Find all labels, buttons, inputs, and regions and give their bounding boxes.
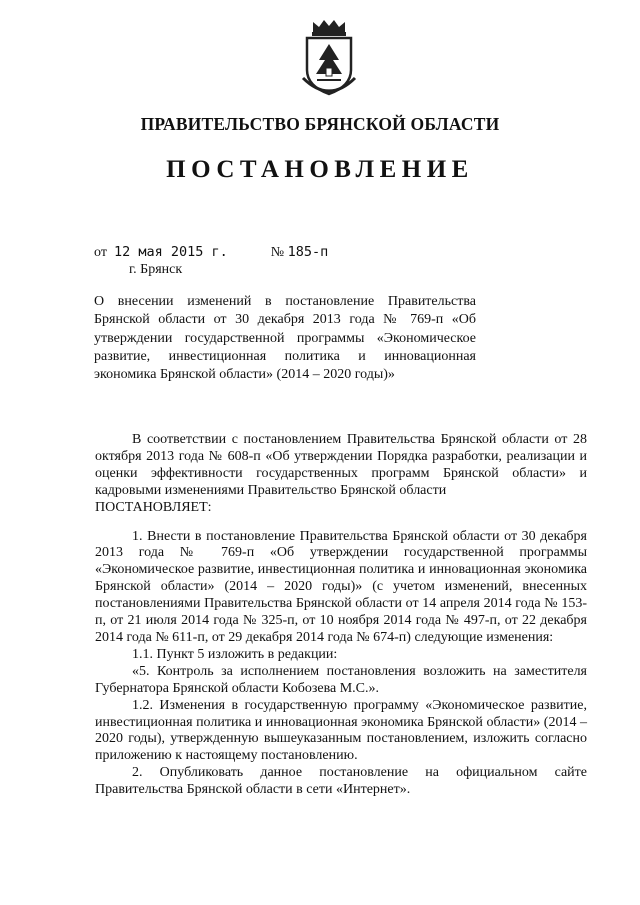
number-prefix: № <box>270 245 285 260</box>
item-1-2: 1.2. Изменения в государственную программу «Экономическое развитие, инвестиционная политика и инновационная экономика Брянской области» (2014 – 2020 годы), утвержденную вышеуказанным постановлением, изложить согласно приложению к настоящему постановлению. <box>95 697 587 764</box>
document-date: 12 мая 2015 г. <box>113 244 228 260</box>
resolves-keyword: ПОСТАНОВЛЯЕТ: <box>95 499 212 515</box>
issuing-authority: ПРАВИТЕЛЬСТВО БРЯНСКОЙ ОБЛАСТИ <box>140 114 500 134</box>
item-1-1-quote: «5. Контроль за исполнением постановления возложить на заместителя Губернатора Брянской области Кобозева М.С.». <box>95 663 587 696</box>
item-1-1: 1.1. Пункт 5 изложить в редакции: <box>132 646 338 662</box>
date-prefix: от <box>94 245 107 260</box>
preamble: В соответствии с постановлением Правительства Брянской области от 28 октября 2013 года № 608-п «Об утверждении Порядка разработки, реализации и оценки эффективности государственных программ Брянской области» и кадровыми изменениями Правительство Брянской области <box>95 432 587 498</box>
document-subject: О внесении изменений в постановление Правительства Брянской области от 30 декабря 2013 года № 769-п «Об утверждении государственной программы «Экономическое развитие, инвестиционная политика и инновационная экономика Брянской области» (2014 – 2020 годы)» <box>94 294 476 383</box>
item-2: 2. Опубликовать данное постановление на официальном сайте Правительства Брянской области в сети «Интернет». <box>95 765 587 798</box>
bryansk-coat-of-arms-icon <box>299 18 359 100</box>
item-1: 1. Внести в постановление Правительства Брянской области от 30 декабря 2013 года № 769-п «Об утверждении государственной программы «Экономическое развитие, инвестиционная политика и инновационная экономика Брянской области» (2014 – 2020 годы)» (с учетом изменений, внесенных постановлениями Правительства Брянской области от 14 апреля 2014 года № 153-п, от 21 июля 2014 года № 325-п, от 10 ноября 2014 года № 497-п, от 22 декабря 2014 года № 611-п, от 29 декабря 2014 года № 674-п) следующие изменения: <box>95 528 587 645</box>
document-number: 185-п <box>287 244 329 260</box>
document-type: ПОСТАНОВЛЕНИЕ <box>166 156 474 183</box>
date-number-line <box>94 244 328 261</box>
document-body <box>95 432 587 799</box>
city: г. Брянск <box>129 262 183 277</box>
